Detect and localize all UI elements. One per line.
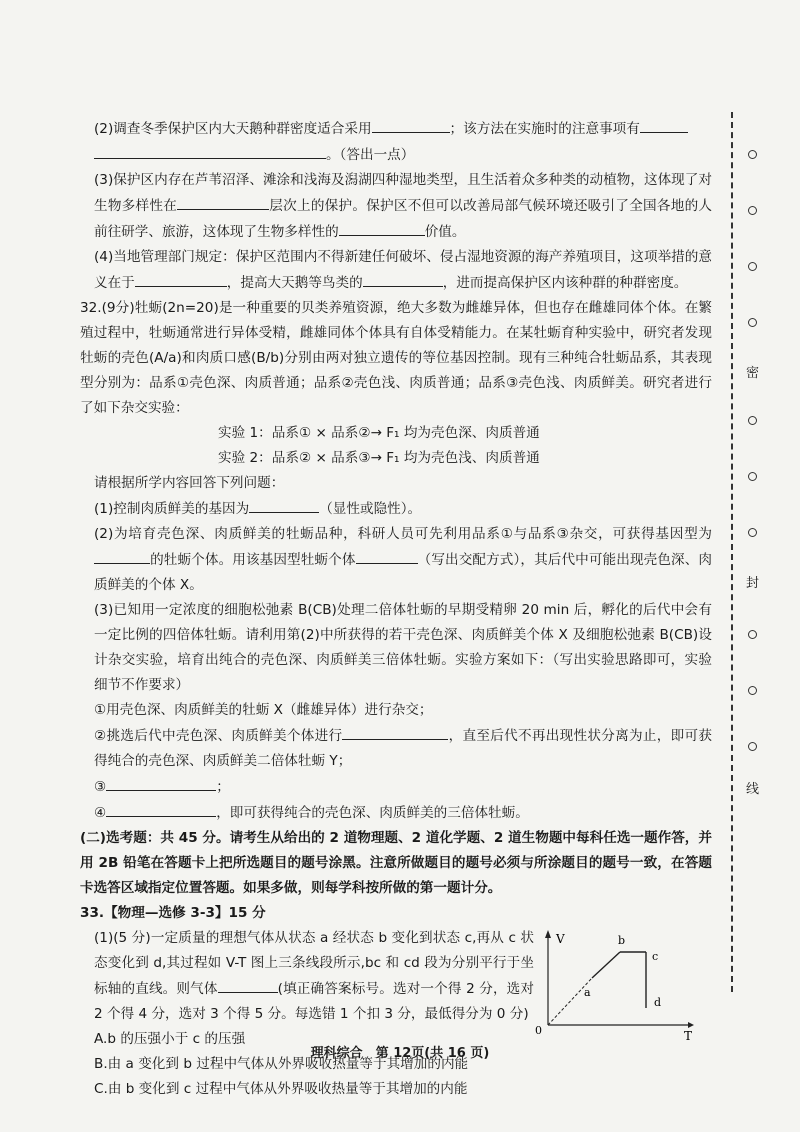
q33-title: 33.【物理—选修 3-3】15 分 bbox=[80, 905, 266, 921]
q33-option-c: C.由 b 变化到 c 过程中气体从外界吸收热量等于其增加的内能 bbox=[94, 1081, 468, 1097]
seal-dashed-line bbox=[731, 112, 735, 992]
q32-experiment-2: 实验 2：品系② × 品系③→ F₁ 均为壳色浅、肉质普通 bbox=[218, 450, 540, 466]
q32-step-3-end: ； bbox=[216, 779, 230, 795]
q32-part2-text-a: (2)为培育壳色深、肉质鲜美的牡蛎品种，科研人员可先利用品系①与品系③杂交，可获得基因型为 bbox=[94, 526, 712, 542]
q32-part2 bbox=[94, 522, 712, 598]
seal-hole bbox=[748, 262, 757, 271]
q32-part1-text-a: (1)控制肉质鲜美的基因为 bbox=[94, 501, 250, 517]
q31-part4-text-c: ，进而提高保护区内该种群的种群密度。 bbox=[442, 275, 688, 291]
t-axis-arrow bbox=[688, 1022, 694, 1028]
answer-blank[interactable] bbox=[249, 496, 319, 513]
answer-blank[interactable] bbox=[106, 774, 216, 791]
q31-part4 bbox=[94, 245, 712, 296]
v-axis-label: V bbox=[556, 932, 565, 946]
segment-ab bbox=[592, 952, 620, 978]
seal-hole bbox=[748, 318, 757, 327]
answer-blank[interactable] bbox=[356, 547, 418, 564]
q32-intro: 32.(9分)牡蛎(2n=20)是一种重要的贝类养殖资源，绝大多数为雌雄异体，但也存在雌雄同体个体。在繁殖过程中，牡蛎通常进行异体受精，雌雄同体个体具有自体受精能力。在某牡蛎育种实验中，研究者发现牡蛎的壳色(A/a)和肉质口感(B/b)分别由两对独立遗传的等位基因控制。现有三种纯合牡蛎品系，其表现型分别为：品系①壳色深、肉质普通；品系②壳色浅、肉质普通；品系③壳色浅、肉质鲜美。研究者进行了如下杂交实验： bbox=[80, 300, 712, 416]
q31-part3 bbox=[94, 168, 712, 245]
q31-part2-text-b: ；该方法在实施时的注意事项有 bbox=[449, 121, 640, 137]
q31-part2-text-a: (2)调查冬季保护区内大天鹅种群密度适合采用 bbox=[94, 121, 372, 137]
answer-blank[interactable] bbox=[640, 116, 688, 133]
q32-step-1: ①用壳色深、肉质鲜美的牡蛎 X（雌雄异体）进行杂交； bbox=[94, 702, 433, 718]
answer-blank[interactable] bbox=[94, 547, 150, 564]
seal-char-xian: 线 bbox=[746, 782, 760, 797]
answer-blank[interactable] bbox=[342, 723, 448, 740]
q32-step-4-num: ④ bbox=[94, 805, 107, 821]
q33-option-a: A.b 的压强小于 c 的压强 bbox=[94, 1031, 246, 1047]
seal-char-feng: 封 bbox=[746, 576, 760, 591]
q32-step-2-text-b: ，直至后代不再出现性状分离为止，即可获得纯合的壳色深、肉质鲜美二倍体牡蛎 Y； bbox=[94, 728, 712, 769]
answer-blank[interactable] bbox=[106, 800, 216, 817]
q32-part2-text-c: （写出交配方式），其后代中可能出现壳色深、肉质鲜美的个体 X。 bbox=[94, 552, 713, 593]
answer-blank[interactable] bbox=[372, 116, 450, 133]
point-d-label: d bbox=[654, 996, 662, 1009]
q32-step-4 bbox=[94, 800, 712, 826]
q31-part3-text-b: 层次上的保护。保护区不但可以改善局部气候环境还吸引了全国各地的人前往研学、旅游，这体现了生物多样性的 bbox=[94, 198, 713, 240]
q32-step-3-num: ③ bbox=[94, 779, 107, 795]
answer-blank[interactable] bbox=[135, 270, 227, 287]
answer-blank[interactable] bbox=[339, 219, 425, 236]
q33-part1-text-b: (填正确答案标号。选对一个得 2 分，选对 2 个得 4 分，选对 3 个得 5 分。每选错 1 个扣 3 分，最低得分为 0 分) bbox=[94, 981, 535, 1022]
q32-part2-text-b: 的牡蛎个体。用该基因型牡蛎个体 bbox=[150, 552, 356, 568]
answer-blank[interactable] bbox=[94, 142, 326, 159]
seal-hole bbox=[748, 472, 757, 481]
seal-hole bbox=[748, 630, 757, 639]
seal-hole bbox=[748, 686, 757, 695]
page-content bbox=[80, 116, 713, 1102]
seal-hole bbox=[748, 742, 757, 751]
q33-part1-text-a: (1)(5 分)一定质量的理想气体从状态 a 经状态 b 变化到状态 c,再从 c 状态变化到 d,其过程如 V-T 图上三条线段所示,bc 和 cd 段为分别平行于坐标轴的直线。则气体 bbox=[94, 930, 534, 997]
q32-step-4-text: ，即可获得纯合的壳色深、肉质鲜美的三倍体牡蛎。 bbox=[216, 805, 529, 821]
q32-step-3 bbox=[94, 774, 712, 800]
seal-hole bbox=[748, 150, 757, 159]
q31-part4-text-a: (4)当地管理部门规定：保护区范围内不得新建任何破坏、侵占湿地资源的海产养殖项目，这项举措的意义在于 bbox=[94, 249, 712, 291]
q33-option-b: B.由 a 变化到 b 过程中气体从外界吸收热量等于其增加的内能 bbox=[94, 1056, 469, 1072]
q32-step-2 bbox=[94, 723, 712, 774]
point-b-label: b bbox=[618, 934, 626, 947]
q31-part4-text-b: ，提高大天鹅等鸟类的 bbox=[226, 275, 363, 291]
answer-blank[interactable] bbox=[177, 193, 269, 210]
q33-part1 bbox=[94, 926, 534, 1027]
origin-label: 0 bbox=[535, 1024, 542, 1037]
seal-hole bbox=[748, 416, 757, 425]
point-c-label: c bbox=[652, 950, 659, 963]
q32-ask: 请根据所学内容回答下列问题： bbox=[94, 475, 285, 491]
page-footer: 理科综合 第 12页(共 16 页) bbox=[310, 1046, 490, 1061]
q31-part2-text-c: 。（答出一点） bbox=[326, 147, 415, 163]
q32-part3: (3)已知用一定浓度的细胞松弛素 B(CB)处理二倍体牡蛎的早期受精卵 20 min 后，孵化的后代中会有一定比例的四倍体牡蛎。请利用第(2)中所获得的若干壳色深、肉质鲜美个体 X 及细胞松弛素 B(CB)设计杂交实验，培育出纯合的壳色深、肉质鲜美三倍体牡蛎。实验方案如下：（写出实验思路即可，实验细节不作要求） bbox=[94, 602, 712, 693]
q31-part2 bbox=[94, 116, 712, 168]
answer-blank[interactable] bbox=[363, 270, 443, 287]
seal-char-mi: 密 bbox=[746, 366, 760, 381]
vt-graph bbox=[518, 930, 694, 1040]
q31-part3-text-a: (3)保护区内存在芦苇沼泽、滩涂和浅海及潟湖四种湿地类型，且生活着众多种类的动植物，这体现了对生物多样性在 bbox=[94, 172, 712, 214]
q32-experiment-1: 实验 1：品系① × 品系②→ F₁ 均为壳色深、肉质普通 bbox=[218, 425, 540, 441]
v-axis-arrow bbox=[545, 930, 551, 938]
optional-instructions: (二)选考题：共 45 分。请考生从给出的 2 道物理题、2 道化学题、2 道生物题中每科任选一题作答，并用 2B 铅笔在答题卡上把所选题目的题号涂黑。注意所做题目的题号必须与所涂题目的题号一致，在答题卡选答区域指定位置答题。如果多做，则每学科按所做的第一题计分。 bbox=[80, 830, 712, 896]
t-axis-label: T bbox=[684, 1029, 693, 1040]
seal-hole bbox=[748, 206, 757, 215]
point-a-label: a bbox=[584, 986, 591, 999]
q31-part3-text-c: 价值。 bbox=[424, 224, 466, 240]
q32-step-2-text-a: ②挑选后代中壳色深、肉质鲜美个体进行 bbox=[94, 728, 343, 744]
seal-hole bbox=[748, 528, 757, 537]
answer-blank[interactable] bbox=[218, 976, 278, 993]
q32-part1-text-b: （显性或隐性）。 bbox=[319, 501, 422, 517]
q32-part1 bbox=[94, 496, 712, 522]
